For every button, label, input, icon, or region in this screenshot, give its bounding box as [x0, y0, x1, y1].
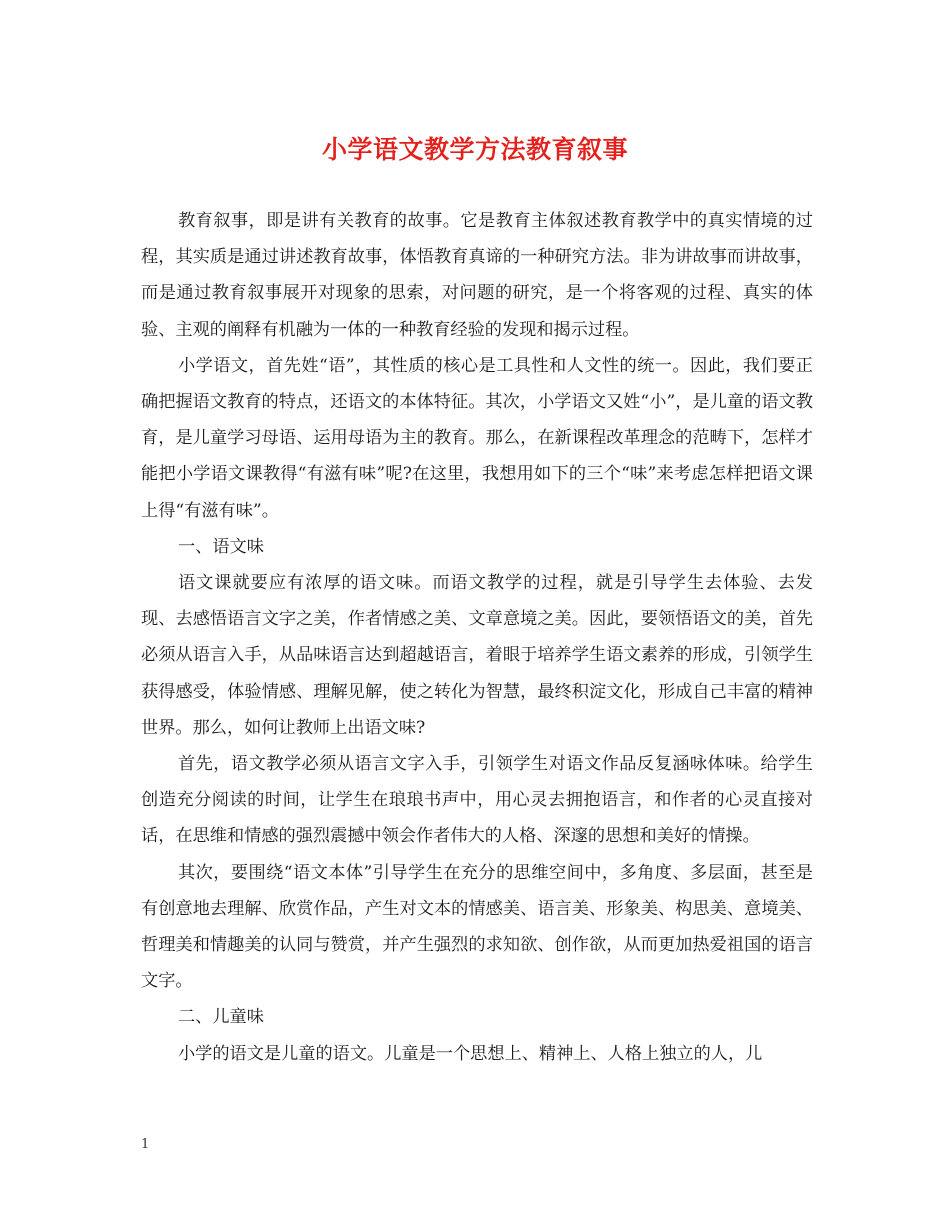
paragraph-ertongwei: 小学的语文是儿童的语文。儿童是一个思想上、精神上、人格上独立的人，儿 — [177, 1043, 763, 1064]
paragraph-second: 其次，要围绕“语文本体”引导学生在充分的思维空间中，多角度、多层面，甚至是有创意地去理解、欣赏作品，产生对文本的情感美、语言美、形象美、构思美、意境美、哲理美和情趣美的认同与赞赏，并产生强烈的求知欲、创作欲，从而更加热爱祖国的语言文字。 — [141, 862, 813, 992]
section-heading-ertongwei: 二、儿童味 — [177, 1007, 264, 1028]
document-title: 小学语文教学方法教育叙事 — [321, 135, 628, 164]
page-number: 1 — [141, 1137, 150, 1152]
paragraph-first: 首先，语文教学必须从语言文字入手，引领学生对语文作品反复涵咏体味。给学生创造充分阅读的时间，让学生在琅琅书声中，用心灵去拥抱语言，和作者的心灵直接对话，在思维和情感的强烈震撼中领会作者伟大的人格、深邃的思想和美好的情操。 — [141, 754, 813, 847]
paragraph-overview: 小学语文，首先姓“语”，其性质的核心是工具性和人文性的统一。因此，我们要正确把握语文教育的特点，还语文的本体特征。其次，小学语文又姓“小”，是儿童的语文教育，是儿童学习母语、运用母语为主的教育。那么，在新课程改革理念的范畴下，怎样才能把小学语文课教得“有滋有味”呢?在这里，我想用如下的三个“味”来考虑怎样把语文课上得“有滋有味”。 — [141, 355, 813, 521]
paragraph-intro: 教育叙事，即是讲有关教育的故事。它是教育主体叙述教育教学中的真实情境的过程，其实质是通过讲述教育故事，体悟教育真谛的一种研究方法。非为讲故事而讲故事，而是通过教育叙事展开对现象的思索，对问题的研究，是一个将客观的过程、真实的体验、主观的阐释有机融为一体的一种教育经验的发现和揭示过程。 — [141, 211, 813, 340]
paragraph-yuwenwei: 语文课就要应有浓厚的语文味。而语文教学的过程，就是引导学生去体验、去发现、去感悟语言文字之美，作者情感之美、文章意境之美。因此，要领悟语文的美，首先必须从语言入手，从品味语言达到超越语言，着眼于培养学生语文素养的形成，引领学生获得感受，体验情感、理解见解，使之转化为智慧，最终积淀文化，形成自己丰富的精神世界。那么，如何让教师上出语文味? — [141, 573, 813, 738]
document-body — [141, 203, 813, 1072]
section-heading-yuwenwei: 一、语文味 — [177, 536, 264, 557]
